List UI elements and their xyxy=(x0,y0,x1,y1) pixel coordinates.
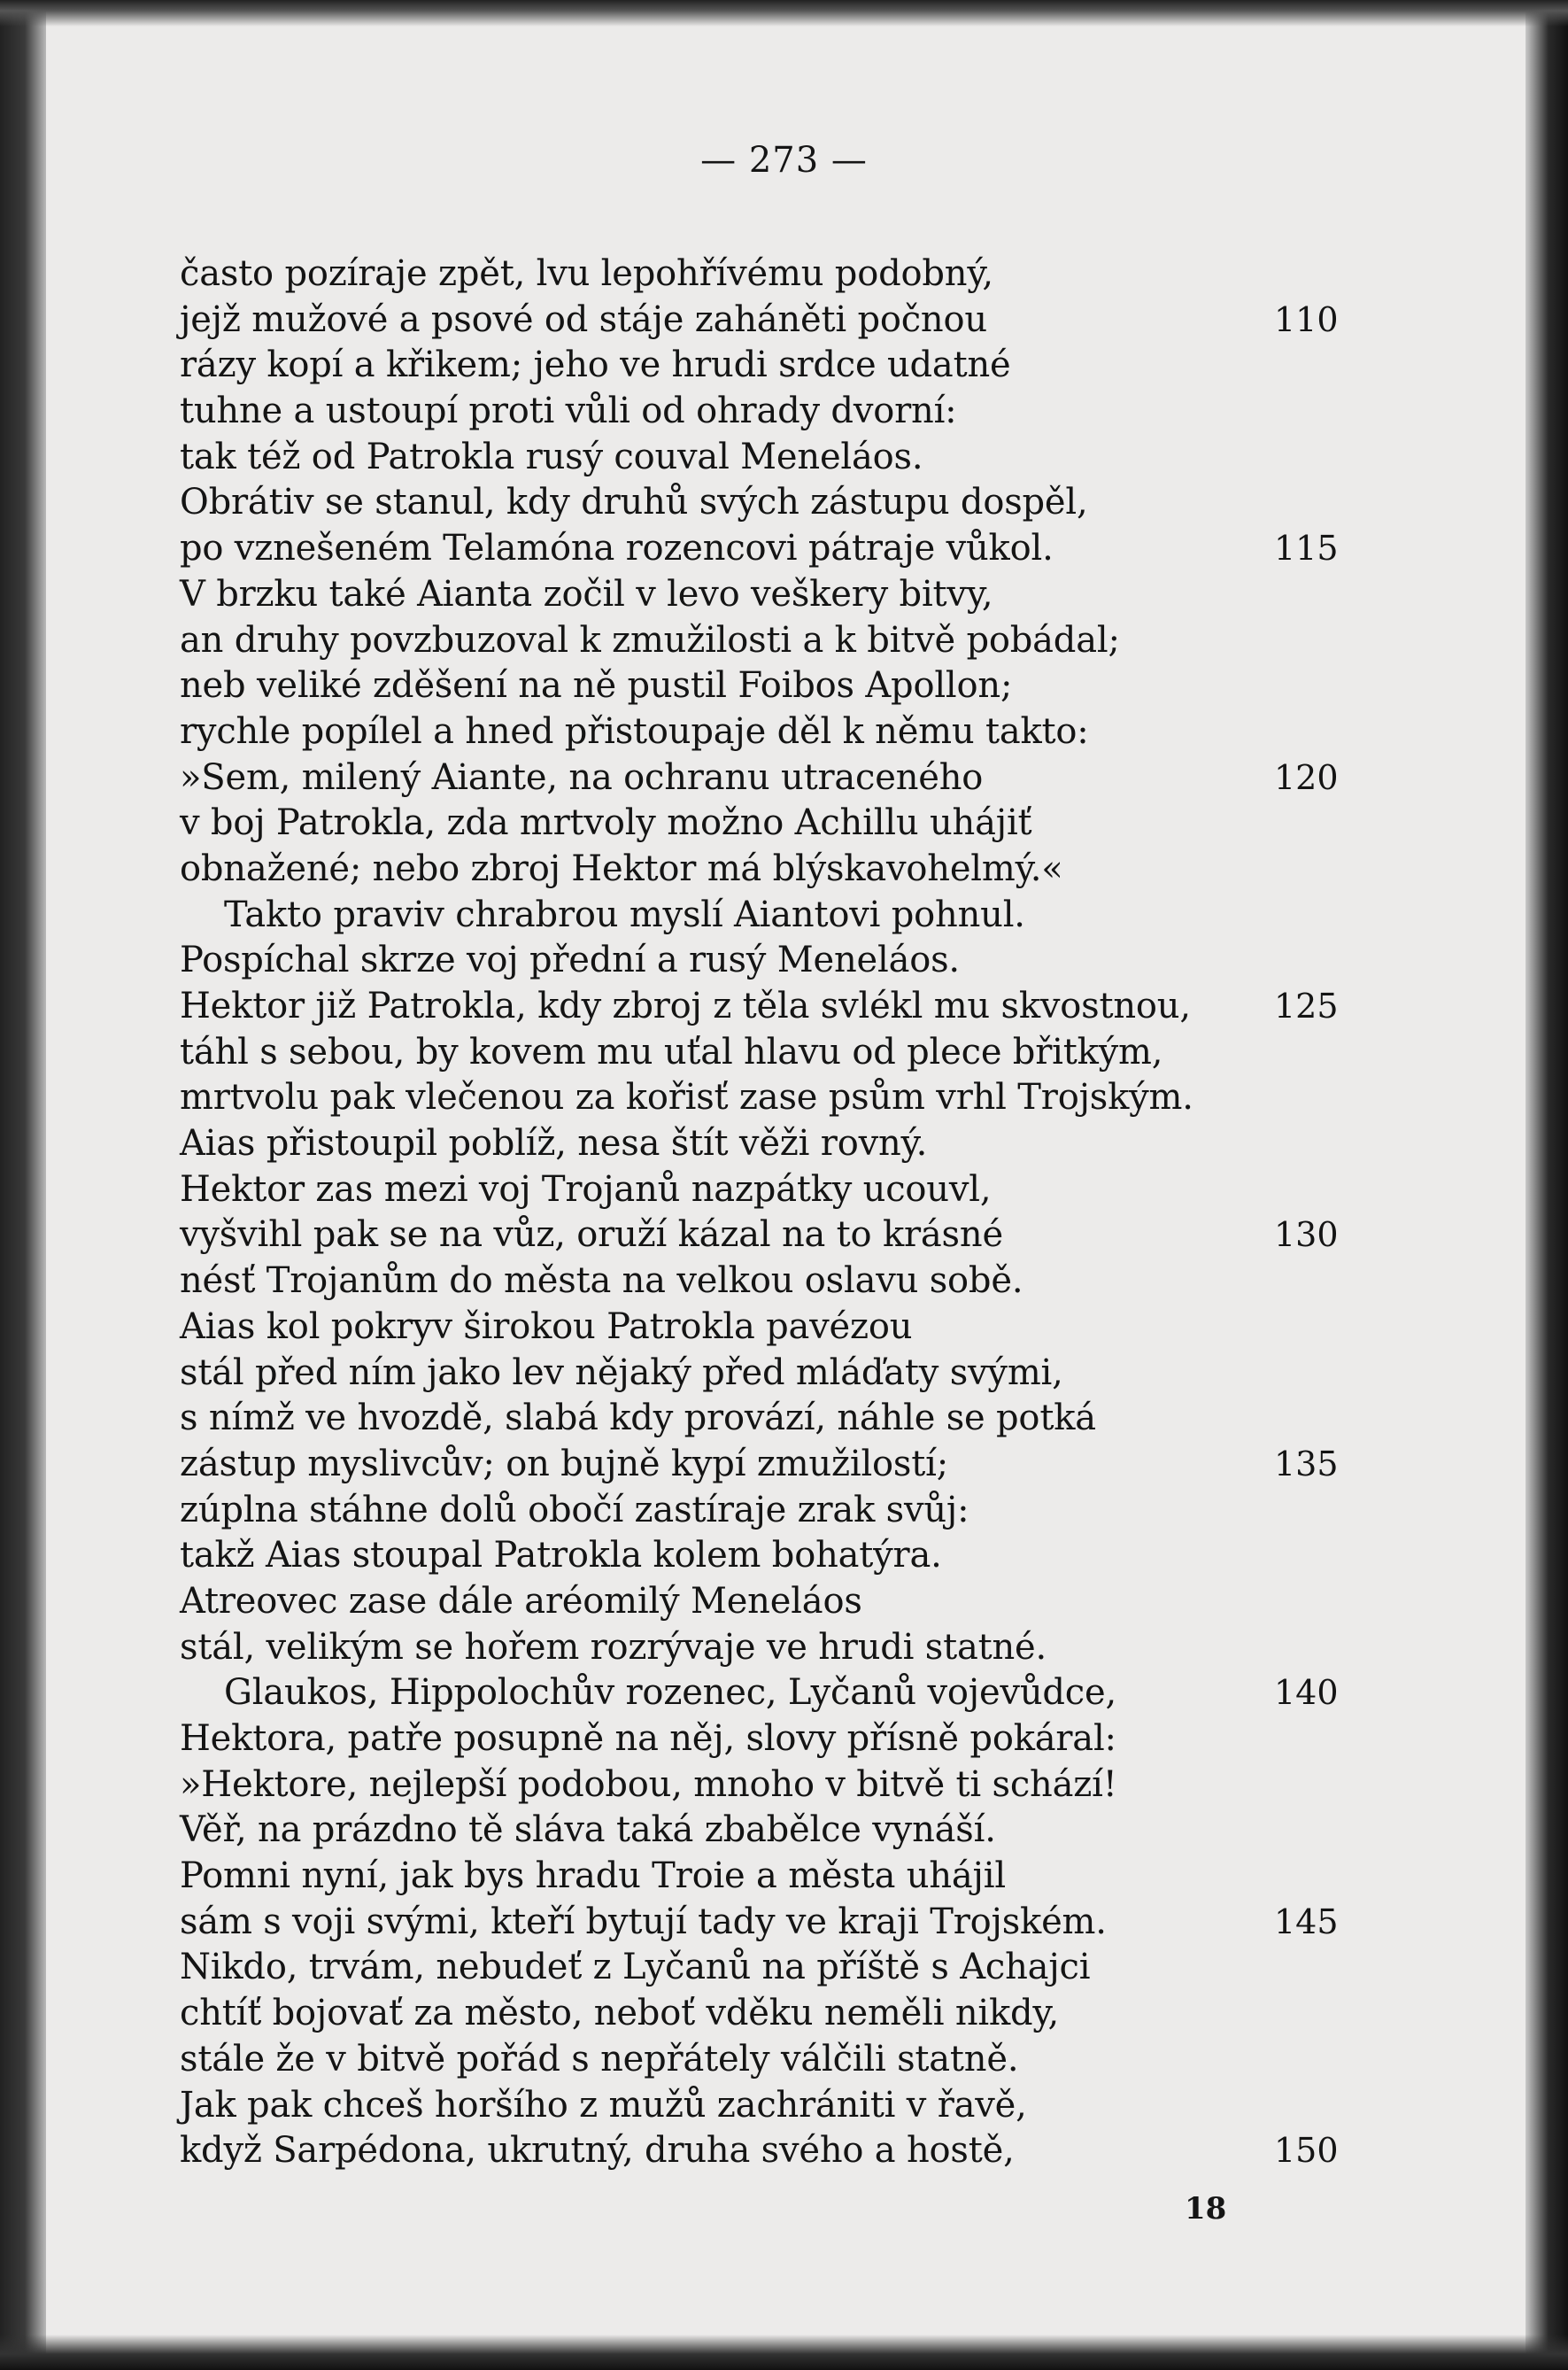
verse-line-text: obnažené; nebo zbroj Hektor má blýskavohelmý.« xyxy=(180,848,1063,889)
verse-line-text: stál před ním jako lev nějaký před mláďaty svými, xyxy=(180,1352,1063,1393)
verse-line xyxy=(180,1305,1384,1351)
verse-line xyxy=(180,1167,1384,1213)
verse-line xyxy=(180,480,1384,526)
verse-line-text: když Sarpédona, ukrutný, druha svého a hostě, xyxy=(180,2130,1015,2172)
verse-line-text: po vznešeném Telamóna rozencovi pátraje vůkol. xyxy=(180,528,1054,569)
verse-line xyxy=(180,663,1384,709)
line-number: 145 xyxy=(1274,1901,1339,1941)
line-number: 115 xyxy=(1274,529,1339,569)
line-number: 135 xyxy=(1274,1444,1339,1483)
verse-line-text: Obrátiv se stanul, kdy druhů svých zástupu dospěl, xyxy=(180,482,1088,523)
verse-line-text: Takto praviv chrabrou myslí Aiantovi pohnul. xyxy=(224,894,1025,935)
verse-line-text: vyšvihl pak se na vůz, oruží kázal na to krásné xyxy=(180,1214,1003,1256)
verse-line-text: stál, velikým se hořem rozrývaje ve hrudi statné. xyxy=(180,1626,1047,1668)
verse-line-text: neb veliké zděšení na ně pustil Foibos Apollon; xyxy=(180,665,1013,707)
signature-mark: 18 xyxy=(1185,2191,1227,2227)
verse-line-text: »Hektore, nejlepší podobou, mnoho v bitvě ti schází! xyxy=(180,1763,1117,1805)
verse-line xyxy=(180,343,1384,389)
verse-line xyxy=(180,1030,1384,1076)
verse-line-text: stále že v bitvě pořád s nepřátely válčili statně. xyxy=(180,2038,1019,2080)
scan-edge-right xyxy=(1526,0,1568,2370)
verse-line xyxy=(180,1625,1384,1671)
verse-line xyxy=(180,1259,1384,1305)
verse-line xyxy=(180,1396,1384,1442)
verse-line-text: Hektora, patře posupně na něj, slovy přísně pokáral: xyxy=(180,1718,1116,1759)
verse-line-text: zástup myslivcův; on bujně kypí zmužilostí; xyxy=(180,1443,949,1484)
verse-line-text: rázy kopí a křikem; jeho ve hrudi srdce udatné xyxy=(180,345,1011,386)
verse-line-text: Věř, na prázdno tě sláva taká zbabělce vynáší. xyxy=(180,1809,996,1851)
verse-line xyxy=(180,1991,1384,2037)
verse-line-text: Pomni nyní, jak bys hradu Troie a města uhájil xyxy=(180,1855,1006,1897)
verse-line-text: mrtvolu pak vlečenou za kořisť zase psům vrhl Trojským. xyxy=(180,1077,1193,1119)
verse-line xyxy=(180,2083,1384,2129)
verse-line xyxy=(180,847,1384,893)
verse-line xyxy=(180,572,1384,618)
verse-line-text: sám s voji svými, kteří bytují tady ve kraji Trojském. xyxy=(180,1901,1107,1942)
verse-line xyxy=(180,1533,1384,1579)
verse-line-text: Pospíchal skrze voj přední a rusý Meneláos. xyxy=(180,940,960,981)
verse-line xyxy=(180,709,1384,755)
verse-line-text: jejž mužové a psové od stáje zaháněti počnou xyxy=(180,298,987,340)
verse-line xyxy=(180,1351,1384,1397)
line-number: 150 xyxy=(1274,2131,1339,2171)
scan-edge-bottom xyxy=(0,2335,1568,2370)
verse-line xyxy=(180,2128,1384,2174)
verse-line xyxy=(180,1670,1384,1716)
verse-line-text: nésť Trojanům do města na velkou oslavu sobě. xyxy=(180,1260,1023,1302)
verse-line-text: Nikdo, trvám, nebudeť z Lyčanů na příště s Achajci xyxy=(180,1947,1091,1988)
scan-edge-left xyxy=(0,0,46,2370)
verse-line xyxy=(180,1075,1384,1121)
verse-line-text: v boj Patrokla, zda mrtvoly možno Achillu uhájiť xyxy=(180,802,1032,844)
verse-line-text: Hektor zas mezi voj Trojanů nazpátky ucouvl, xyxy=(180,1168,992,1210)
verse-line-text: Glaukos, Hippolochův rozenec, Lyčanů vojevůdce, xyxy=(224,1672,1116,1714)
verse-line-text: tak též od Patrokla rusý couval Meneláos. xyxy=(180,436,923,477)
verse-line xyxy=(180,526,1384,572)
verse-line-text: zúplna stáhne dolů obočí zastíraje zrak svůj: xyxy=(180,1489,969,1530)
verse-line xyxy=(180,1121,1384,1167)
verse-line xyxy=(180,1854,1384,1900)
verse-line xyxy=(180,755,1384,802)
verse-line-text: rychle popílel a hned přistoupaje děl k němu takto: xyxy=(180,710,1089,752)
verse-line xyxy=(180,1488,1384,1534)
verse-line xyxy=(180,2037,1384,2083)
verse-line-text: »Sem, milený Aiante, na ochranu utraceného xyxy=(180,756,984,798)
verse-line-text: tuhne a ustoupí proti vůli od ohrady dvorní: xyxy=(180,391,957,432)
verse-line-text: často pozíraje zpět, lvu lepohřívému podobný, xyxy=(180,253,993,294)
verse-line xyxy=(180,389,1384,435)
verse-line xyxy=(180,435,1384,481)
verse-line-text: takž Aias stoupal Patrokla kolem bohatýra. xyxy=(180,1535,942,1576)
verse-line xyxy=(180,298,1384,344)
verse-line-text: Atreovec zase dále aréomilý Meneláos xyxy=(180,1580,862,1622)
line-number: 130 xyxy=(1274,1215,1339,1255)
verse-line-text: s nímž ve hvozdě, slabá kdy provází, náhle se potká xyxy=(180,1398,1096,1439)
verse-line xyxy=(180,252,1384,298)
line-number: 140 xyxy=(1274,1673,1339,1713)
page-number-header: — 273 — xyxy=(700,140,868,181)
line-number: 120 xyxy=(1274,757,1339,797)
verse-line-text: an druhy povzbuzoval k zmužilosti a k bitvě pobádal; xyxy=(180,619,1120,661)
verse-line-text: Aias kol pokryv širokou Patrokla pavézou xyxy=(180,1305,913,1347)
verse-line xyxy=(180,1579,1384,1625)
verse-line xyxy=(180,1808,1384,1854)
verse-line xyxy=(180,893,1384,939)
verse-line xyxy=(180,1945,1384,1991)
verse-line xyxy=(180,801,1384,847)
verse-line-text: V brzku také Aianta zočil v levo veškery bitvy, xyxy=(180,573,993,615)
scan-edge-top xyxy=(0,0,1568,27)
verse-line-text: táhl s sebou, by kovem mu uťal hlavu od plece břitkým, xyxy=(180,1031,1163,1073)
line-number: 125 xyxy=(1274,987,1339,1026)
verse-line-text: Jak pak chceš horšího z mužů zachrániti v řavě, xyxy=(180,2084,1027,2126)
verse-line xyxy=(180,618,1384,664)
verse-line-text: Aias přistoupil poblíž, nesa štít věži rovný. xyxy=(180,1123,928,1165)
verse-line xyxy=(180,1716,1384,1762)
line-number: 110 xyxy=(1274,299,1339,339)
verse-text-block xyxy=(180,252,1384,2174)
verse-line xyxy=(180,1212,1384,1259)
verse-line-text: chtíť bojovať za město, neboť vděku neměli nikdy, xyxy=(180,1993,1060,2034)
verse-line-text: Hektor již Patrokla, kdy zbroj z těla svlékl mu skvostnou, xyxy=(180,986,1191,1026)
verse-line xyxy=(180,1762,1384,1808)
verse-line xyxy=(180,984,1384,1030)
verse-line xyxy=(180,1900,1384,1946)
verse-line xyxy=(180,938,1384,984)
verse-line xyxy=(180,1442,1384,1488)
